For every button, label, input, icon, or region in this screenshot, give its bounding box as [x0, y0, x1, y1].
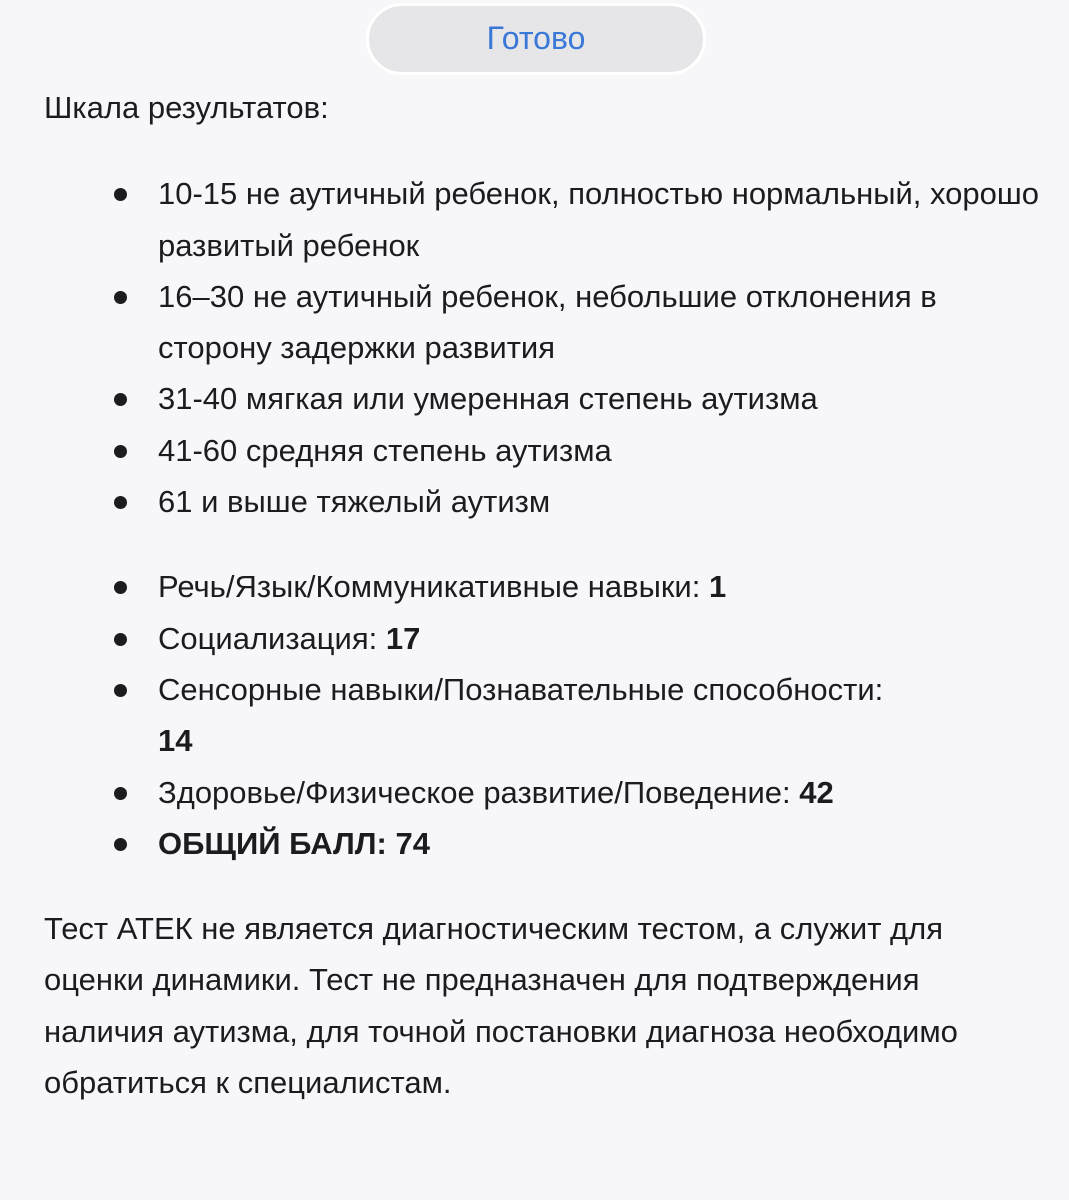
score-item [44, 613, 1044, 664]
bullet-icon [114, 581, 127, 594]
bullet-icon [114, 393, 127, 406]
score-value: 42 [799, 774, 834, 810]
score-value: 17 [385, 620, 421, 656]
score-item [44, 561, 1044, 612]
list-item [44, 168, 1044, 271]
bullet-icon [114, 445, 127, 458]
score-item [44, 767, 1044, 818]
list-item [44, 476, 1044, 527]
list-item [44, 271, 1044, 374]
score-label: Речь/Язык/Коммуникативные навыки: [158, 569, 709, 605]
item-text: 31-40 мягкая или умеренная степень аутизма [158, 381, 818, 417]
score-label: Здоровье/Физическое развитие/Поведение: [158, 774, 800, 810]
total-score: ОБЩИЙ БАЛЛ: 74 [158, 825, 430, 861]
bullet-icon [114, 291, 127, 304]
bullet-icon [114, 838, 127, 851]
scale-heading: Шкала результатов: [44, 90, 329, 125]
bullet-icon [114, 496, 127, 509]
scale-list [44, 168, 1044, 527]
bullet-icon [114, 633, 127, 646]
list-item [44, 425, 1044, 476]
item-text: 16–30 не аутичный ребенок, небольшие отклонения в сторону задержки развития [158, 278, 937, 366]
disclaimer: Тест АТЕК не является диагностическим тестом, а служит для оценки динамики. Тест не предназначен для подтверждения наличия аутизма, для точной постановки диагноза необходимо обратиться к специалистам. [44, 911, 958, 1101]
total-score-item [44, 818, 1044, 869]
bullet-icon [114, 684, 127, 697]
item-text: 41-60 средняя степень аутизма [158, 432, 612, 468]
item-text: 10-15 не аутичный ребенок, полностью нормальный, хорошо развитый ребенок [158, 176, 1040, 263]
article-content [44, 82, 1044, 1108]
list-item [44, 373, 1044, 424]
score-label: Сенсорные навыки/Познавательные способности: [158, 671, 884, 707]
score-item [44, 664, 1044, 767]
score-value: 14 [158, 723, 193, 759]
bullet-icon [114, 787, 127, 800]
score-label: Социализация: [158, 620, 386, 656]
bullet-icon [114, 188, 127, 201]
item-text: 61 и выше тяжелый аутизм [158, 484, 551, 520]
done-button[interactable]: Готово [366, 3, 706, 75]
score-value: 1 [708, 569, 727, 605]
scores-list [44, 561, 1044, 869]
